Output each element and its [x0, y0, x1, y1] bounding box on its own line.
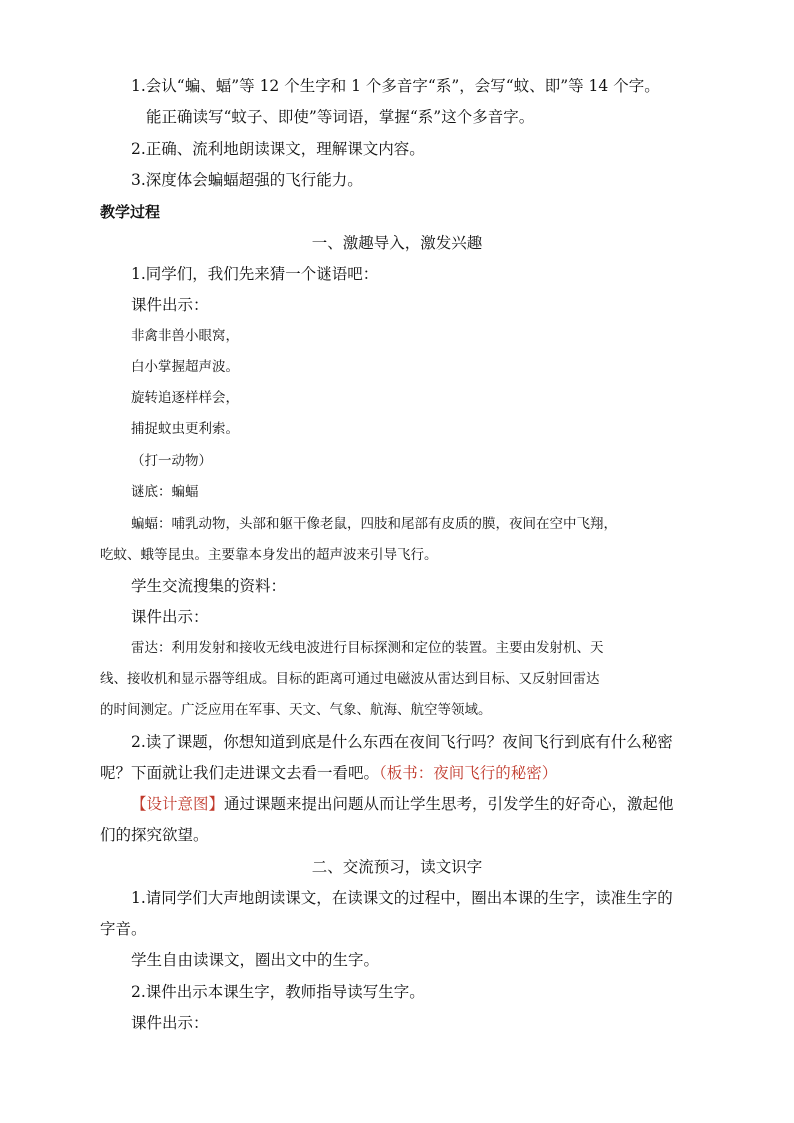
- process-heading: 教学过程: [100, 203, 161, 221]
- design-intent-line-1: [131, 794, 674, 814]
- objective-1-line-1: 1.会认“蝙、蝠”等 12 个生字和 1 个多音字“系”，会写“蚊、即”等 14 个字。: [131, 77, 660, 95]
- riddle-line-2: 白小掌握超声波。: [131, 359, 239, 375]
- section-1-step-2-line-2: [100, 763, 557, 783]
- section-2-step-1-line-1: 1.请同学们大声地朗读课文，在读课文的过程中，圈出本课的生字，读准生字的: [131, 889, 673, 907]
- objective-3: 3.深度体会蝙蝠超强的飞行能力。: [131, 171, 363, 189]
- radar-line-1: 雷达：利用发射和接收无线电波进行目标探测和定位的装置。主要由发射机、天: [131, 640, 604, 656]
- courseware-label-2: 课件出示：: [131, 608, 209, 626]
- section-1-step-2-line-1: 2.读了课题，你想知道到底是什么东西在夜间飞行吗？夜间飞行到底有什么秘密: [131, 733, 673, 751]
- section-2-step-1-line-2: 字音。: [100, 920, 147, 938]
- section-2-step-2: 2.课件出示本课生字，教师指导读写生字。: [131, 983, 425, 1001]
- step-2-text: 呢？下面就让我们走进课文去看一看吧。: [100, 764, 380, 782]
- riddle-line-1: 非禽非兽小眼窝，: [131, 328, 239, 344]
- board-note: （板书：夜间飞行的秘密）: [379, 764, 558, 782]
- riddle-answer: 谜底：蝙蝠: [131, 484, 199, 500]
- courseware-label-1: 课件出示：: [131, 296, 209, 314]
- bat-description-line-2: 吃蚊、蛾等昆虫。主要靠本身发出的超声波来引导飞行。: [100, 547, 438, 563]
- bat-description-line-1: 蝙蝠：哺乳动物，头部和躯干像老鼠，四肢和尾部有皮质的膜，夜间在空中飞翔，: [131, 516, 617, 532]
- design-intent-label: 【设计意图】: [131, 795, 225, 813]
- riddle-line-4: 捕捉蚊虫更利索。: [131, 421, 239, 437]
- radar-line-3: 的时间测定。广泛应用在军事、天文、气象、航海、航空等领域。: [100, 702, 492, 718]
- riddle-hint: （打一动物）: [131, 453, 212, 469]
- objective-2: 2.正确、流利地朗读课文，理解课文内容。: [131, 140, 425, 158]
- section-2-title: 二、交流预习，读文识字: [311, 858, 483, 876]
- objective-1-line-2: 能正确读写“蚊子、即使”等词语，掌握“系”这个多音字。: [146, 108, 535, 126]
- student-exchange: 学生交流搜集的资料：: [131, 577, 287, 595]
- courseware-label-3: 课件出示：: [131, 1014, 209, 1032]
- radar-line-2: 线、接收机和显示器等组成。目标的距离可通过电磁波从雷达到目标、又反射回雷达: [100, 671, 600, 687]
- riddle-line-3: 旋转追逐样样会，: [131, 390, 239, 406]
- design-intent-text: 通过课题来提出问题从而让学生思考，引发学生的好奇心，激起他: [224, 795, 674, 813]
- design-intent-line-2: 们的探究欲望。: [100, 826, 209, 844]
- section-1-title: 一、激趣导入，激发兴趣: [311, 234, 483, 252]
- section-1-step-1: 1.同学们，我们先来猜一个谜语吧：: [131, 265, 379, 283]
- free-reading: 学生自由读课文，圈出文中的生字。: [131, 951, 380, 969]
